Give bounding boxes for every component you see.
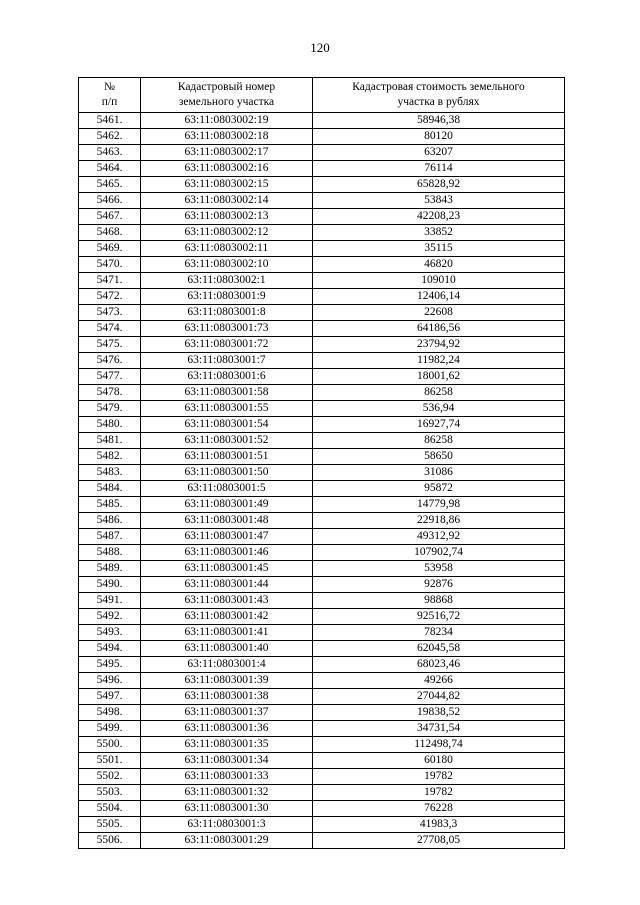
- cadastral-number-cell: 63:11:0803001:47: [141, 529, 313, 545]
- row-number-cell: 5466.: [79, 193, 141, 209]
- cadastral-value-cell: 46820: [313, 257, 565, 273]
- row-number-cell: 5499.: [79, 721, 141, 737]
- cadastral-value-cell: 16927,74: [313, 417, 565, 433]
- cadastral-value-cell: 42208,23: [313, 209, 565, 225]
- header-cadastral-number: [141, 78, 313, 113]
- cadastral-value-cell: 60180: [313, 753, 565, 769]
- cadastral-number-cell: 63:11:0803001:72: [141, 337, 313, 353]
- cadastral-value-cell: 78234: [313, 625, 565, 641]
- row-number-cell: 5477.: [79, 369, 141, 385]
- table-row: [79, 593, 565, 609]
- row-number-cell: 5472.: [79, 289, 141, 305]
- cadastral-number-cell: 63:11:0803001:35: [141, 737, 313, 753]
- row-number-cell: 5489.: [79, 561, 141, 577]
- row-number-cell: 5490.: [79, 577, 141, 593]
- table-row: [79, 401, 565, 417]
- table-row: [79, 721, 565, 737]
- cadastral-value-cell: 107902,74: [313, 545, 565, 561]
- cadastral-value-cell: 23794,92: [313, 337, 565, 353]
- row-number-cell: 5475.: [79, 337, 141, 353]
- row-number-cell: 5494.: [79, 641, 141, 657]
- cadastral-value-table: [78, 77, 565, 849]
- table-row: [79, 561, 565, 577]
- table-row: [79, 385, 565, 401]
- table-row: [79, 657, 565, 673]
- row-number-cell: 5478.: [79, 385, 141, 401]
- cadastral-number-cell: 63:11:0803001:32: [141, 785, 313, 801]
- header-cadastral-number-line-1: Кадастровый номер: [177, 81, 276, 93]
- row-number-cell: 5479.: [79, 401, 141, 417]
- row-number-cell: 5501.: [79, 753, 141, 769]
- table-row: [79, 801, 565, 817]
- cadastral-number-cell: 63:11:0803001:44: [141, 577, 313, 593]
- cadastral-value-cell: 109010: [313, 273, 565, 289]
- table-row: [79, 145, 565, 161]
- cadastral-value-cell: 92516,72: [313, 609, 565, 625]
- table-row: [79, 193, 565, 209]
- cadastral-value-cell: 22918,86: [313, 513, 565, 529]
- table-row: [79, 513, 565, 529]
- table-row: [79, 833, 565, 849]
- cadastral-value-cell: 76114: [313, 161, 565, 177]
- cadastral-value-cell: 63207: [313, 145, 565, 161]
- cadastral-number-cell: 63:11:0803002:12: [141, 225, 313, 241]
- cadastral-number-cell: 63:11:0803002:18: [141, 129, 313, 145]
- cadastral-value-cell: 86258: [313, 385, 565, 401]
- cadastral-value-cell: 53958: [313, 561, 565, 577]
- cadastral-value-cell: 41983,3: [313, 817, 565, 833]
- table-row: [79, 321, 565, 337]
- row-number-cell: 5471.: [79, 273, 141, 289]
- table-header: [79, 78, 565, 113]
- table-row: [79, 241, 565, 257]
- cadastral-number-cell: 63:11:0803001:52: [141, 433, 313, 449]
- row-number-cell: 5488.: [79, 545, 141, 561]
- cadastral-number-cell: 63:11:0803001:30: [141, 801, 313, 817]
- cadastral-number-cell: 63:11:0803001:55: [141, 401, 313, 417]
- table-row: [79, 337, 565, 353]
- row-number-cell: 5474.: [79, 321, 141, 337]
- table-row: [79, 753, 565, 769]
- cadastral-value-cell: 95872: [313, 481, 565, 497]
- cadastral-number-cell: 63:11:0803001:29: [141, 833, 313, 849]
- row-number-cell: 5481.: [79, 433, 141, 449]
- cadastral-number-cell: 63:11:0803001:50: [141, 465, 313, 481]
- table-body: [79, 113, 565, 849]
- table-row: [79, 433, 565, 449]
- cadastral-number-cell: 63:11:0803002:11: [141, 241, 313, 257]
- header-cadastral-value: [313, 78, 565, 113]
- row-number-cell: 5473.: [79, 305, 141, 321]
- cadastral-number-cell: 63:11:0803001:39: [141, 673, 313, 689]
- table-row: [79, 353, 565, 369]
- row-number-cell: 5493.: [79, 625, 141, 641]
- row-number-cell: 5498.: [79, 705, 141, 721]
- cadastral-number-cell: 63:11:0803002:14: [141, 193, 313, 209]
- row-number-cell: 5496.: [79, 673, 141, 689]
- cadastral-value-cell: 19782: [313, 769, 565, 785]
- cadastral-number-cell: 63:11:0803001:43: [141, 593, 313, 609]
- cadastral-number-cell: 63:11:0803001:46: [141, 545, 313, 561]
- cadastral-value-cell: 64186,56: [313, 321, 565, 337]
- row-number-cell: 5491.: [79, 593, 141, 609]
- cadastral-number-cell: 63:11:0803001:40: [141, 641, 313, 657]
- table-row: [79, 609, 565, 625]
- cadastral-number-cell: 63:11:0803001:54: [141, 417, 313, 433]
- cadastral-number-cell: 63:11:0803001:73: [141, 321, 313, 337]
- cadastral-value-cell: 68023,46: [313, 657, 565, 673]
- header-row: [79, 78, 565, 113]
- row-number-cell: 5464.: [79, 161, 141, 177]
- table-row: [79, 529, 565, 545]
- cadastral-value-cell: 33852: [313, 225, 565, 241]
- table-row: [79, 641, 565, 657]
- cadastral-value-cell: 19782: [313, 785, 565, 801]
- cadastral-number-cell: 63:11:0803001:49: [141, 497, 313, 513]
- cadastral-number-cell: 63:11:0803002:16: [141, 161, 313, 177]
- row-number-cell: 5461.: [79, 113, 141, 129]
- row-number-cell: 5484.: [79, 481, 141, 497]
- row-number-cell: 5468.: [79, 225, 141, 241]
- cadastral-value-cell: 58650: [313, 449, 565, 465]
- cadastral-number-cell: 63:11:0803001:6: [141, 369, 313, 385]
- cadastral-number-cell: 63:11:0803001:41: [141, 625, 313, 641]
- table-row: [79, 769, 565, 785]
- cadastral-number-cell: 63:11:0803001:37: [141, 705, 313, 721]
- cadastral-value-cell: 22608: [313, 305, 565, 321]
- cadastral-value-cell: 11982,24: [313, 353, 565, 369]
- cadastral-value-cell: 34731,54: [313, 721, 565, 737]
- row-number-cell: 5503.: [79, 785, 141, 801]
- cadastral-value-cell: 27044,82: [313, 689, 565, 705]
- table-row: [79, 545, 565, 561]
- cadastral-value-cell: 536,94: [313, 401, 565, 417]
- cadastral-value-cell: 58946,38: [313, 113, 565, 129]
- row-number-cell: 5505.: [79, 817, 141, 833]
- cadastral-value-cell: 112498,74: [313, 737, 565, 753]
- cadastral-number-cell: 63:11:0803001:45: [141, 561, 313, 577]
- cadastral-number-cell: 63:11:0803001:34: [141, 753, 313, 769]
- cadastral-number-cell: 63:11:0803001:38: [141, 689, 313, 705]
- row-number-cell: 5495.: [79, 657, 141, 673]
- cadastral-value-cell: 65828,92: [313, 177, 565, 193]
- table-row: [79, 225, 565, 241]
- table-row: [79, 273, 565, 289]
- cadastral-number-cell: 63:11:0803001:42: [141, 609, 313, 625]
- cadastral-value-cell: 86258: [313, 433, 565, 449]
- row-number-cell: 5500.: [79, 737, 141, 753]
- cadastral-value-cell: 76228: [313, 801, 565, 817]
- row-number-cell: 5485.: [79, 497, 141, 513]
- table-row: [79, 817, 565, 833]
- cadastral-value-cell: 98868: [313, 593, 565, 609]
- cadastral-number-cell: 63:11:0803001:48: [141, 513, 313, 529]
- table-row: [79, 257, 565, 273]
- row-number-cell: 5483.: [79, 465, 141, 481]
- table-row: [79, 369, 565, 385]
- cadastral-value-cell: 27708,05: [313, 833, 565, 849]
- header-cadastral-value-line-2: участка в рублях: [397, 96, 480, 108]
- table-row: [79, 705, 565, 721]
- table-row: [79, 673, 565, 689]
- table-row: [79, 129, 565, 145]
- cadastral-value-cell: 49312,92: [313, 529, 565, 545]
- row-number-cell: 5470.: [79, 257, 141, 273]
- row-number-cell: 5502.: [79, 769, 141, 785]
- table-row: [79, 113, 565, 129]
- table-row: [79, 577, 565, 593]
- table-row: [79, 625, 565, 641]
- cadastral-value-cell: 92876: [313, 577, 565, 593]
- cadastral-number-cell: 63:11:0803001:3: [141, 817, 313, 833]
- cadastral-number-cell: 63:11:0803001:8: [141, 305, 313, 321]
- row-number-cell: 5462.: [79, 129, 141, 145]
- table-row: [79, 177, 565, 193]
- cadastral-value-cell: 19838,52: [313, 705, 565, 721]
- cadastral-number-cell: 63:11:0803002:10: [141, 257, 313, 273]
- row-number-cell: 5506.: [79, 833, 141, 849]
- cadastral-number-cell: 63:11:0803001:58: [141, 385, 313, 401]
- row-number-cell: 5482.: [79, 449, 141, 465]
- cadastral-number-cell: 63:11:0803001:5: [141, 481, 313, 497]
- header-cadastral-value-line-1: Кадастровая стоимость земельного: [352, 81, 525, 93]
- row-number-cell: 5480.: [79, 417, 141, 433]
- table-row: [79, 465, 565, 481]
- row-number-cell: 5467.: [79, 209, 141, 225]
- header-number-line-1: №: [104, 81, 115, 93]
- table-row: [79, 289, 565, 305]
- cadastral-value-cell: 80120: [313, 129, 565, 145]
- table-row: [79, 785, 565, 801]
- row-number-cell: 5497.: [79, 689, 141, 705]
- row-number-cell: 5504.: [79, 801, 141, 817]
- cadastral-number-cell: 63:11:0803001:33: [141, 769, 313, 785]
- row-number-cell: 5486.: [79, 513, 141, 529]
- cadastral-number-cell: 63:11:0803002:13: [141, 209, 313, 225]
- row-number-cell: 5492.: [79, 609, 141, 625]
- table-row: [79, 417, 565, 433]
- cadastral-number-cell: 63:11:0803001:9: [141, 289, 313, 305]
- table-row: [79, 449, 565, 465]
- cadastral-value-cell: 12406,14: [313, 289, 565, 305]
- table-row: [79, 305, 565, 321]
- cadastral-number-cell: 63:11:0803001:36: [141, 721, 313, 737]
- cadastral-value-cell: 53843: [313, 193, 565, 209]
- header-number: [79, 78, 141, 113]
- cadastral-value-cell: 18001,62: [313, 369, 565, 385]
- cadastral-number-cell: 63:11:0803001:7: [141, 353, 313, 369]
- cadastral-number-cell: 63:11:0803001:51: [141, 449, 313, 465]
- table-row: [79, 209, 565, 225]
- header-cadastral-number-line-2: земельного участка: [178, 96, 275, 108]
- table-row: [79, 689, 565, 705]
- row-number-cell: 5465.: [79, 177, 141, 193]
- row-number-cell: 5487.: [79, 529, 141, 545]
- cadastral-number-cell: 63:11:0803002:17: [141, 145, 313, 161]
- cadastral-value-cell: 31086: [313, 465, 565, 481]
- table-row: [79, 737, 565, 753]
- cadastral-value-cell: 49266: [313, 673, 565, 689]
- row-number-cell: 5463.: [79, 145, 141, 161]
- header-number-line-2: п/п: [101, 96, 118, 108]
- cadastral-number-cell: 63:11:0803002:1: [141, 273, 313, 289]
- cadastral-value-cell: 14779,98: [313, 497, 565, 513]
- table-row: [79, 481, 565, 497]
- cadastral-number-cell: 63:11:0803002:19: [141, 113, 313, 129]
- cadastral-value-cell: 35115: [313, 241, 565, 257]
- page-number: 120: [310, 40, 330, 55]
- row-number-cell: 5476.: [79, 353, 141, 369]
- row-number-cell: 5469.: [79, 241, 141, 257]
- cadastral-value-cell: 62045,58: [313, 641, 565, 657]
- table-row: [79, 497, 565, 513]
- cadastral-number-cell: 63:11:0803002:15: [141, 177, 313, 193]
- cadastral-number-cell: 63:11:0803001:4: [141, 657, 313, 673]
- table-row: [79, 161, 565, 177]
